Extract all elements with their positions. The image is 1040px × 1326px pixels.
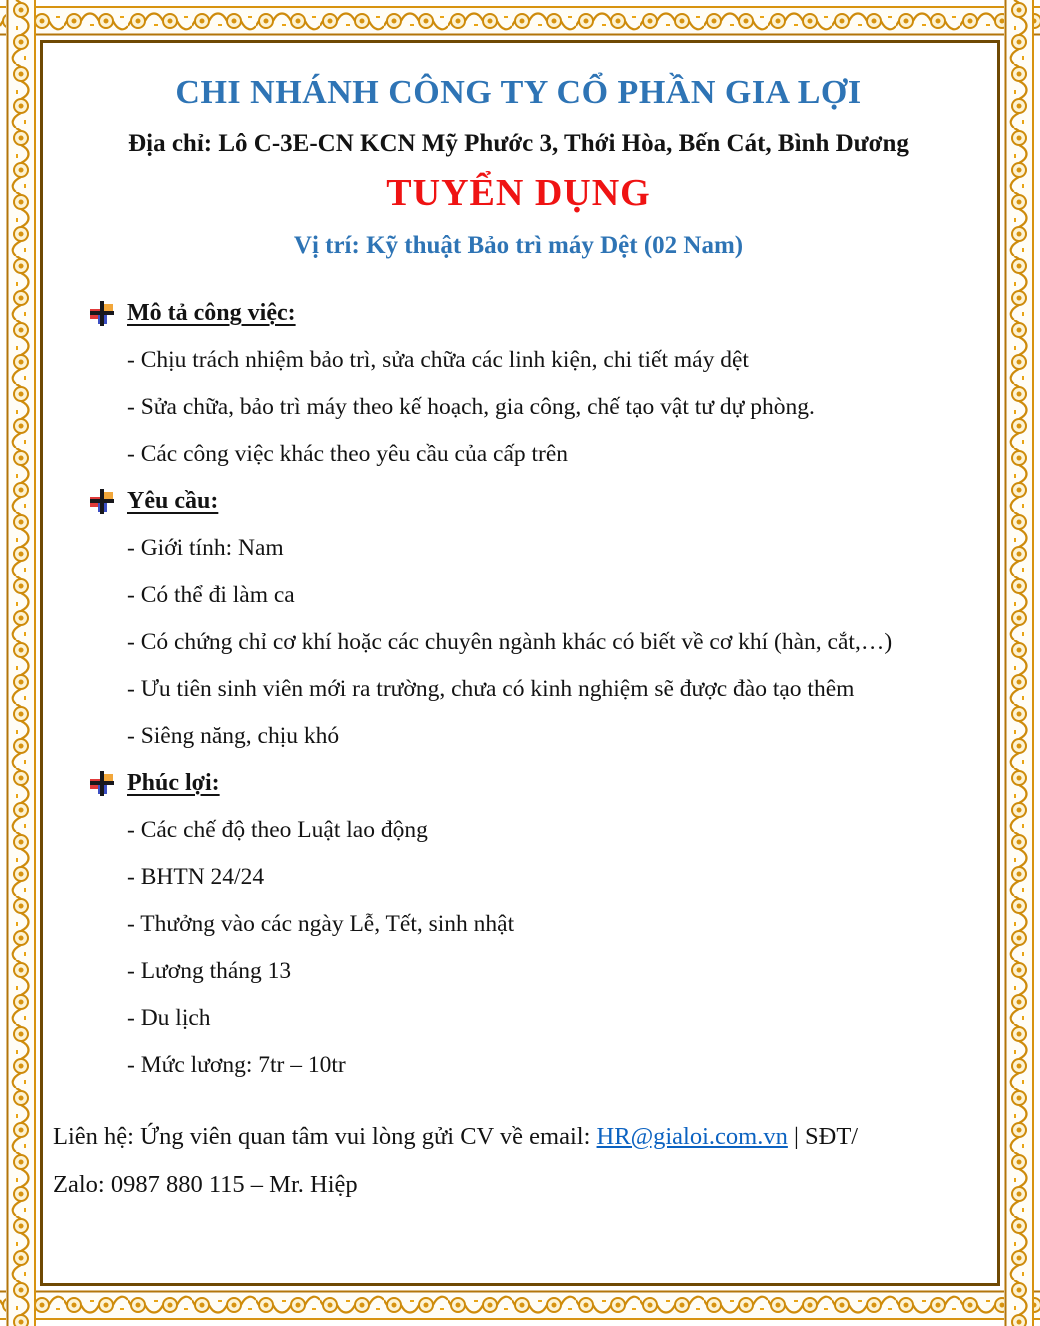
list-item: - Sửa chữa, bảo trì máy theo kế hoạch, gia công, chế tạo vật tư dự phòng. bbox=[127, 394, 815, 420]
list-item: - Mức lương: 7tr – 10tr bbox=[127, 1052, 346, 1078]
contact-text: Liên hệ: Ứng viên quan tâm vui lòng gửi CV về email: bbox=[53, 1123, 597, 1150]
colorful-plus-bullet-icon bbox=[90, 771, 114, 796]
decorative-border-bottom bbox=[0, 1290, 1040, 1320]
section-title: Mô tả công việc: bbox=[127, 300, 296, 326]
document-content bbox=[53, 72, 984, 1209]
contact-block bbox=[53, 1113, 984, 1209]
list-item: - Có thể đi làm ca bbox=[127, 582, 295, 608]
list-item: - BHTN 24/24 bbox=[127, 864, 265, 890]
section-benefits bbox=[90, 760, 984, 807]
decorative-border-left bbox=[6, 0, 36, 1326]
section-title: Phúc lợi: bbox=[127, 770, 220, 796]
list-item: - Chịu trách nhiệm bảo trì, sửa chữa các linh kiện, chi tiết máy dệt bbox=[127, 347, 749, 373]
company-title: CHI NHÁNH CÔNG TY CỔ PHẦN GIA LỢI bbox=[175, 74, 862, 111]
list-item: - Các chế độ theo Luật lao động bbox=[127, 817, 428, 843]
list-item: - Có chứng chỉ cơ khí hoặc các chuyên ngành khác có biết về cơ khí (hàn, cắt,…) bbox=[127, 629, 893, 655]
section-requirements bbox=[90, 478, 984, 525]
email-link[interactable]: HR@gialoi.com.vn bbox=[596, 1123, 788, 1150]
recruitment-heading: TUYỂN DỤNG bbox=[386, 172, 651, 214]
sections bbox=[90, 290, 984, 1089]
colorful-plus-bullet-icon bbox=[90, 301, 114, 326]
company-address: Địa chỉ: Lô C-3E-CN KCN Mỹ Phước 3, Thới Hòa, Bến Cát, Bình Dương bbox=[128, 130, 909, 157]
section-title: Yêu cầu: bbox=[127, 488, 219, 514]
list-item: - Siêng năng, chịu khó bbox=[127, 723, 340, 749]
decorative-border-right bbox=[1004, 0, 1034, 1326]
list-item: - Ưu tiên sinh viên mới ra trường, chưa có kinh nghiệm sẽ được đào tạo thêm bbox=[127, 676, 855, 702]
job-position-line: Vị trí: Kỹ thuật Bảo trì máy Dệt (02 Nam) bbox=[293, 232, 744, 259]
contact-zalo-line: Zalo: 0987 880 115 – Mr. Hiệp bbox=[53, 1171, 358, 1198]
list-item: - Thưởng vào các ngày Lễ, Tết, sinh nhật bbox=[127, 911, 515, 937]
list-item: - Các công việc khác theo yêu cầu của cấp trên bbox=[127, 441, 569, 467]
list-item: - Giới tính: Nam bbox=[127, 535, 284, 561]
decorative-border-top bbox=[0, 6, 1040, 36]
contact-text-suffix: | SĐT/ bbox=[787, 1123, 859, 1150]
list-item: - Lương tháng 13 bbox=[127, 958, 292, 984]
colorful-plus-bullet-icon bbox=[90, 489, 114, 514]
list-item: - Du lịch bbox=[127, 1005, 211, 1031]
section-job-description bbox=[90, 290, 984, 337]
